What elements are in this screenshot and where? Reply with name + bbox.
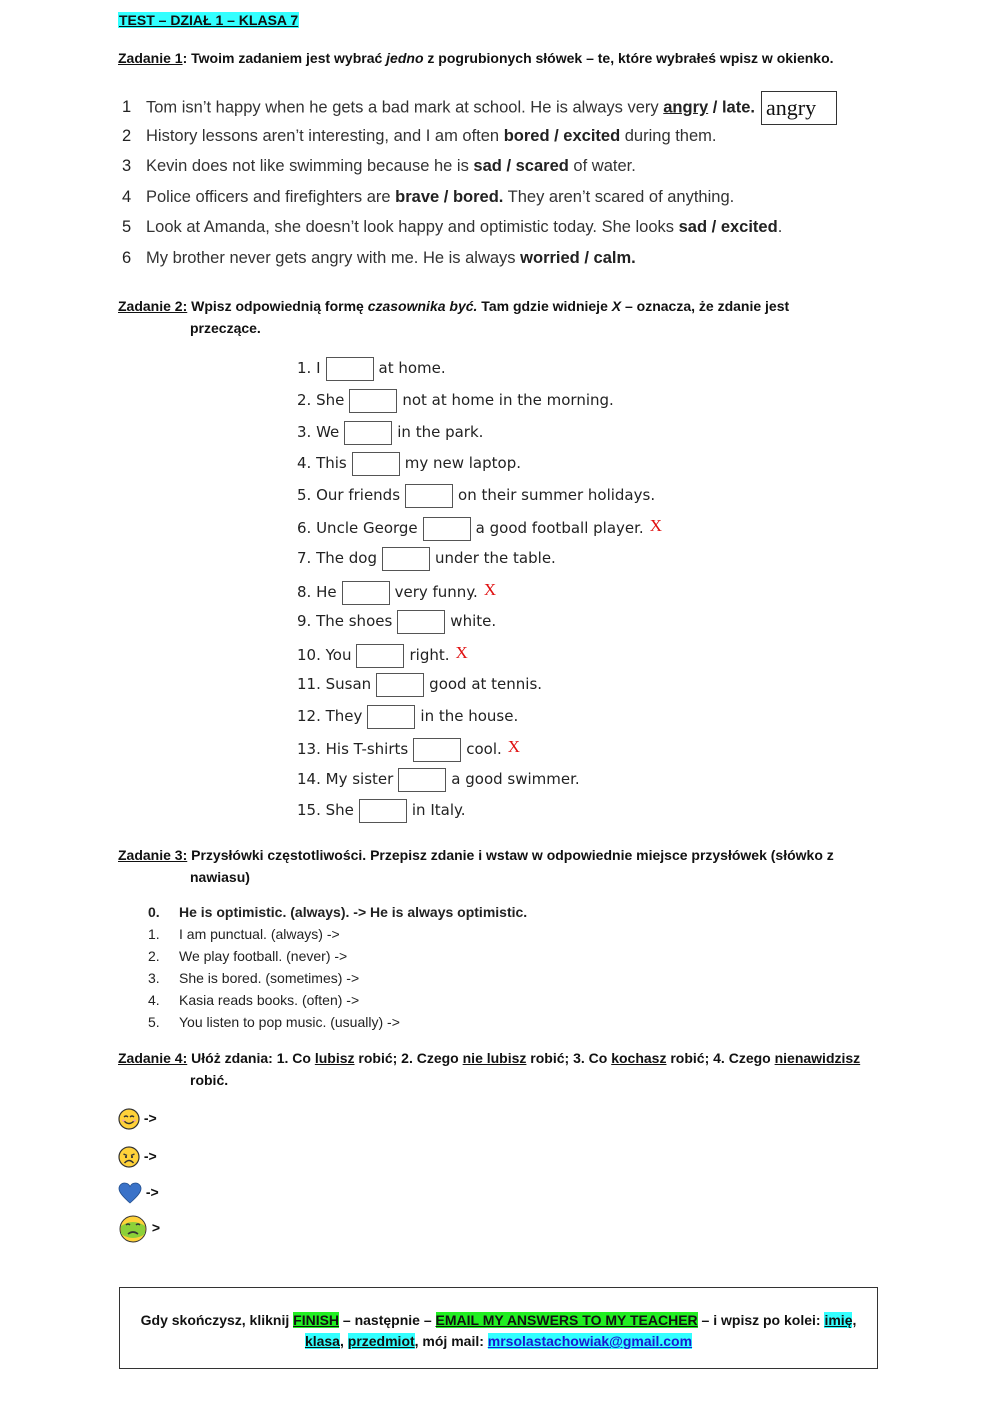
task4-row [118,1143,157,1169]
item-text: Kevin does not like swimming because he is [146,157,474,175]
task4-row [118,1179,159,1205]
negation-mark: X [483,580,497,599]
answer-input[interactable] [349,389,397,413]
task4-text: robić; 3. Co [526,1050,612,1066]
item-number: 2 [122,127,132,145]
class-highlight: klasa [304,1333,340,1349]
sentence-end: in Italy. [411,801,466,819]
answer-input[interactable] [352,452,400,476]
item-number: 2. [148,948,160,964]
task2-instr-a: Wpisz odpowiednią formę [187,298,368,314]
arrow-text: -> [145,1184,159,1200]
task1-item [122,123,716,149]
option-1: sad [678,218,708,236]
sentence-start: 6. Uncle George [297,519,418,537]
sentence-start: 15. She [297,801,354,819]
blue-heart-icon [118,1182,142,1204]
sentence-end: very funny. [394,583,478,601]
option-1: bored [503,127,550,145]
answer-input[interactable] [344,421,392,445]
task4-underlined: kochasz [611,1050,667,1066]
sentence-start: 4. This [297,454,347,472]
task3-item [148,945,347,967]
sentence-start: 14. My sister [297,770,394,788]
arrow-text: > [151,1219,161,1236]
answer-input[interactable] [413,738,461,762]
answer-input[interactable] [382,547,430,571]
negation-mark: X [455,643,468,662]
sentence-end: good at tennis. [429,675,543,693]
footer-text: , [339,1333,348,1349]
option-2: scared [515,157,569,175]
sentence-start: 2. She [297,391,345,409]
task4-underlined: nie lubisz [462,1050,527,1066]
task1-item [122,214,782,240]
sentence-start: 8. He [297,583,337,601]
footer-text: , mój mail: [414,1333,488,1349]
task1-item [122,184,734,210]
answer-input[interactable] [398,768,446,792]
sentence-start: 10. You [297,646,352,664]
task1-item [122,91,837,120]
task2-item [297,734,520,760]
item-number: 5 [122,218,132,236]
option-separator: / [549,127,564,145]
task4-header [118,1047,898,1091]
item-number: 3 [122,157,132,175]
sentence-start: 9. The shoes [297,612,393,630]
arrow-text: -> [143,1148,157,1164]
item-text: She is bored. (sometimes) -> [179,970,360,986]
task3-item [148,989,359,1011]
item-number: 1. [148,926,160,942]
option-separator: / [707,218,721,236]
sentence-end: not at home in the morning. [402,391,614,409]
task1-item [122,245,636,271]
frowning-face-icon [118,1146,140,1168]
answer-input[interactable] [423,517,471,541]
teacher-email-link[interactable]: mrsolastachowiak@gmail.com [487,1333,693,1349]
sentence-end: in the park. [397,423,484,441]
item-text-post: of water. [568,157,636,175]
answer-input[interactable] [397,610,445,634]
sentence-end: my new laptop. [404,454,521,472]
answer-input[interactable] [326,357,374,381]
footer-text: Gdy skończysz, kliknij [140,1312,294,1328]
item-number: 4. [148,992,160,1008]
smiling-face-icon [118,1108,140,1130]
task4-text: robić; 4. Czego [666,1050,775,1066]
item-text: I am punctual. (always) -> [179,926,340,942]
task3-item [148,923,340,945]
sentence-start: 7. The dog [297,549,377,567]
item-number: 6 [122,249,132,267]
task1-instr-a: : Twoim zadaniem jest wybrać [182,50,387,66]
task1-instr-b: z pogrubionych słówek – te, które wybrałeś wpisz w okienko. [423,50,834,66]
sentence-start: 13. His T-shirts [297,740,409,758]
item-text-post: They aren’t scared of anything. [503,188,735,206]
item-text: You listen to pop music. (usually) -> [179,1014,400,1030]
sentence-end: a good football player. [475,519,644,537]
footer-text: – i wpisz po kolei: [697,1312,825,1328]
task2-item [297,640,468,666]
option-2: excited [720,218,778,236]
page-title: TEST – DZIAŁ 1 – KLASA 7 [119,12,299,28]
sentence-start: 5. Our friends [297,486,401,504]
sentence-end: at home. [378,359,446,377]
nauseated-face-icon [118,1214,148,1244]
sentence-end: a good swimmer. [451,770,580,788]
item-text: History lessons aren’t interesting, and I am often [146,127,504,145]
sentence-end: on their summer holidays. [458,486,656,504]
task2-item [297,577,496,603]
negation-mark: X [507,737,521,756]
task2-item [297,545,556,571]
task3-label: Zadanie 3: [118,847,188,863]
sentence-end: cool. [466,740,502,758]
answer-input[interactable] [367,705,415,729]
task4-row [118,1214,160,1240]
option-2: late. [721,98,755,117]
task2-item [297,387,614,413]
sentence-end: in the house. [420,707,519,725]
item-number: 1 [122,98,132,117]
task4-text: robić; 2. Czego [354,1050,463,1066]
finish-highlight: FINISH [293,1312,340,1328]
option-2: bored. [452,188,504,206]
item-text: Tom isn’t happy when he gets a bad mark at school. He is always very [146,98,664,117]
sentence-start: 1. I [297,359,321,377]
item-text: Look at Amanda, she doesn’t look happy and optimistic today. She looks [146,218,679,236]
task3-example [148,901,527,923]
task2-item [297,766,580,792]
task1-header [118,47,834,69]
task2-instr-x: X [611,298,622,314]
task2-item [297,513,662,539]
answer-input[interactable] [405,484,453,508]
task2-instr-cont: przeczące. [190,320,261,336]
answer-input[interactable] [359,799,407,823]
task2-item [297,797,466,823]
option-2: excited [563,127,621,145]
task3-item [148,967,359,989]
item-text: He is optimistic. (always). -> He is always optimistic. [179,904,528,920]
task4-label: Zadanie 4: [118,1050,188,1066]
task2-item [297,419,483,445]
item-number: 5. [148,1014,160,1030]
option-1: sad [473,157,502,175]
footer-text: – następnie – [339,1312,436,1328]
task2-instr-c: – oznacza, że zdanie jest [621,298,790,314]
sentence-start: 11. Susan [297,675,372,693]
task2-label: Zadanie 2: [118,298,188,314]
task4-underlined: lubisz [314,1050,355,1066]
task3-instr-cont: nawiasu) [190,869,250,885]
task3-header [118,844,898,888]
task4-row [118,1105,157,1131]
answer-input[interactable] [376,673,424,697]
item-number: 4 [122,188,132,206]
task2-header [118,295,898,339]
task3-instr: Przysłówki częstotliwości. Przepisz zdanie i wstaw w odpowiednie miejsce przysłówek (słówko z [187,847,834,863]
item-text: My brother never gets angry with me. He is always [146,249,521,267]
option-1: brave [395,188,440,206]
answer-input[interactable]: angry [761,91,837,125]
option-2: calm. [593,249,636,267]
option-separator: / [439,188,453,206]
item-number: 3. [148,970,160,986]
item-text-post: during them. [620,127,717,145]
task2-instr-b: Tam gdzie widnieje [477,298,612,314]
sentence-end: under the table. [434,549,556,567]
task2-instr-em: czasownika być. [367,298,478,314]
option-separator: / [501,157,516,175]
negation-mark: X [649,516,662,535]
task1-item [122,153,636,179]
option-separator: / [708,98,722,117]
task2-item [297,450,521,476]
sentence-end: right. [409,646,450,664]
task2-item [297,703,518,729]
task4-text: Ułóż zdania: 1. Co [187,1050,315,1066]
option-1: angry [663,98,709,117]
sentence-start: 3. We [297,423,340,441]
item-number: 0. [148,904,160,920]
answer-input[interactable] [342,581,390,605]
item-text: We play football. (never) -> [179,948,348,964]
finish-instructions-box [119,1287,878,1369]
subject-highlight: przedmiot [347,1333,415,1349]
task2-item [297,355,446,381]
task2-item [297,482,655,508]
sentence-start: 12. They [297,707,363,725]
item-text-post: . [777,218,783,236]
task2-item [297,671,542,697]
task1-instr-em: jedno [386,50,424,66]
task4-instr-cont: robić. [190,1072,229,1088]
name-highlight: imię [824,1312,853,1328]
sentence-end: white. [450,612,497,630]
answer-input[interactable] [356,644,404,668]
item-text: Kasia reads books. (often) -> [179,992,360,1008]
task2-item [297,608,496,634]
option-separator: / [579,249,594,267]
footer-text: , [852,1312,857,1328]
option-1: worried [520,249,580,267]
arrow-text: -> [143,1110,157,1126]
item-text: Police officers and firefighters are [146,188,396,206]
task4-underlined: nienawidzisz [774,1050,861,1066]
task3-item [148,1011,400,1033]
email-answers-highlight: EMAIL MY ANSWERS TO MY TEACHER [435,1312,698,1328]
task1-label: Zadanie 1 [118,50,183,66]
